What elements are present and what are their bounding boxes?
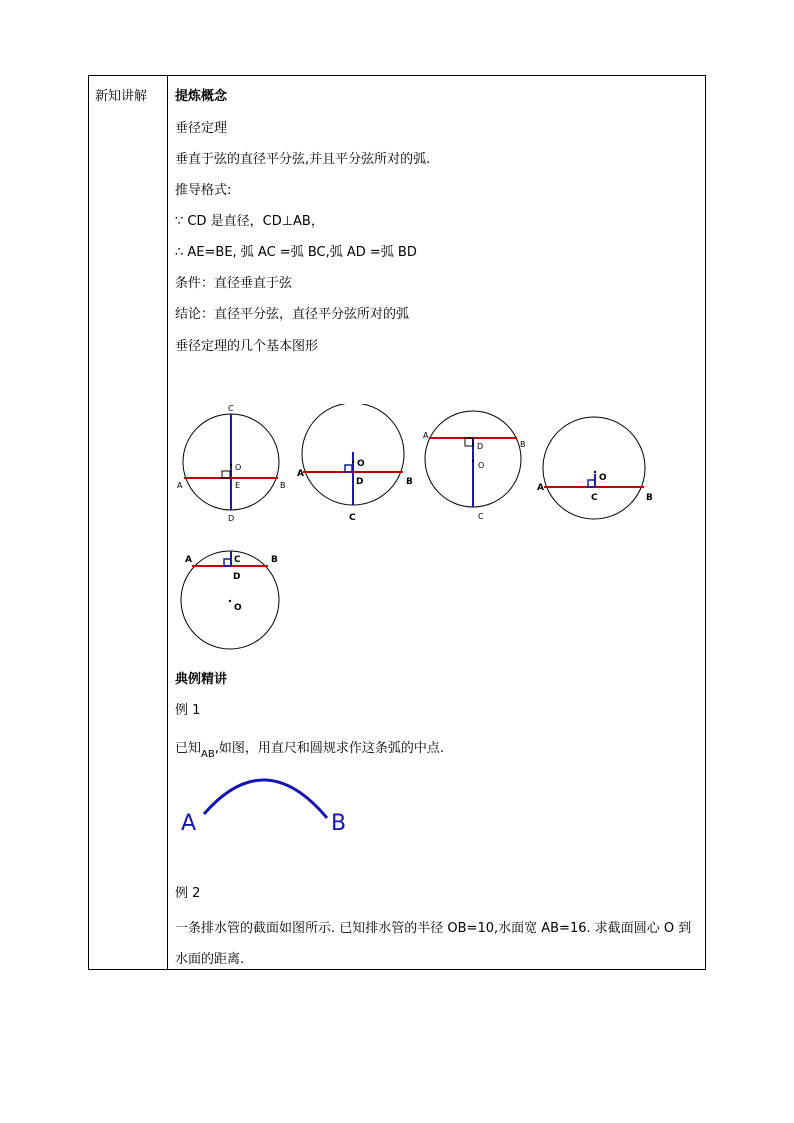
example-1-arc-label-a: A	[181, 811, 197, 836]
example-1-arc-figure	[175, 764, 375, 844]
figure-3-diagram	[421, 404, 529, 524]
because-line: ∵ CD 是直径，CD⊥AB，	[175, 214, 324, 229]
figure-4-circle	[543, 417, 645, 519]
example-2-label: 例 2	[175, 886, 201, 901]
derivation-label: 推导格式:	[175, 183, 232, 198]
figure-5-label-b: B	[271, 555, 278, 565]
concept-heading: 提炼概念	[175, 89, 228, 104]
left-column	[89, 76, 168, 969]
figure-1-label-d: D	[228, 514, 235, 523]
figure-2-label-o: O	[357, 459, 365, 469]
figure-1-label-c: C	[228, 404, 234, 413]
lesson-table	[88, 75, 706, 970]
figure-1-diagram	[177, 404, 289, 524]
theorem-title: 垂径定理	[175, 121, 228, 136]
figure-2-label-b: B	[406, 477, 413, 487]
figure-2-label-c: C	[349, 513, 356, 523]
figure-1-label-e: E	[235, 481, 241, 490]
figure-2-diagram	[297, 404, 415, 524]
figure-4-center-dot	[594, 471, 596, 473]
examples-heading: 典例精讲	[175, 672, 228, 687]
figure-3-label-o: O	[478, 461, 485, 470]
figure-2-right-angle	[345, 465, 352, 472]
figure-1-label-a: A	[177, 481, 183, 490]
figure-2-label-a: A	[297, 469, 304, 479]
figure-3-label-b: B	[520, 440, 526, 449]
figure-5-diagram	[175, 546, 287, 654]
example-1-label: 例 1	[175, 703, 201, 718]
theorem-text: 垂直于弦的直径平分弦,并且平分弦所对的弧.	[175, 152, 431, 167]
figure-1-center-dot	[230, 464, 232, 466]
figure-1-label-b: B	[280, 481, 286, 490]
figure-4-label-c: C	[591, 493, 598, 503]
figure-4-diagram	[535, 414, 655, 524]
figure-4-label-b: B	[646, 493, 653, 503]
figure-5-label-a: A	[185, 555, 192, 565]
figure-5-label-c: C	[234, 555, 241, 565]
example-1-text	[175, 737, 444, 760]
figure-1-right-angle	[222, 471, 230, 478]
example-2-line-1: 一条排水管的截面如图所示. 已知排水管的半径 OB=10,水面宽 AB=16. 求截面圆心 O 到	[175, 921, 692, 936]
figure-2-center-dot	[352, 461, 354, 463]
figure-5-center-dot	[229, 600, 231, 602]
figure-4-right-angle	[588, 480, 595, 487]
section-label: 新知讲解	[95, 89, 148, 104]
figure-3-right-angle	[465, 438, 473, 446]
conclusion-line: 结论：直径平分弦，直径平分弦所对的弧	[175, 307, 410, 322]
example-1-arc-name: AB	[201, 749, 215, 760]
figures-caption: 垂径定理的几个基本图形	[175, 339, 319, 354]
therefore-line: ∴ AE=BE, 弧 AC =弧 BC,弧 AD =弧 BD	[175, 245, 417, 260]
example-1-suffix: ,如图，用直尺和圆规求作这条弧的中点.	[214, 741, 444, 756]
figure-2-label-d: D	[356, 477, 364, 487]
figure-4-label-a: A	[537, 483, 544, 493]
figure-3-label-d: D	[477, 442, 484, 451]
figure-5-label-o: O	[234, 603, 242, 613]
example-1-arc	[204, 780, 327, 818]
figure-3-center-dot	[472, 460, 474, 462]
figure-3-label-a: A	[423, 431, 429, 440]
example-2-line-2: 水面的距离.	[175, 952, 245, 967]
example-1-arc-label-b: B	[331, 811, 347, 836]
example-1-prefix: 已知	[175, 741, 202, 756]
figure-4-label-o: O	[599, 473, 607, 483]
figure-5-right-angle	[224, 559, 231, 566]
figure-5-label-d: D	[233, 572, 241, 582]
figure-1-label-o: O	[235, 463, 242, 472]
figure-3-label-c: C	[478, 512, 484, 521]
condition-line: 条件：直径垂直于弦	[175, 276, 293, 291]
